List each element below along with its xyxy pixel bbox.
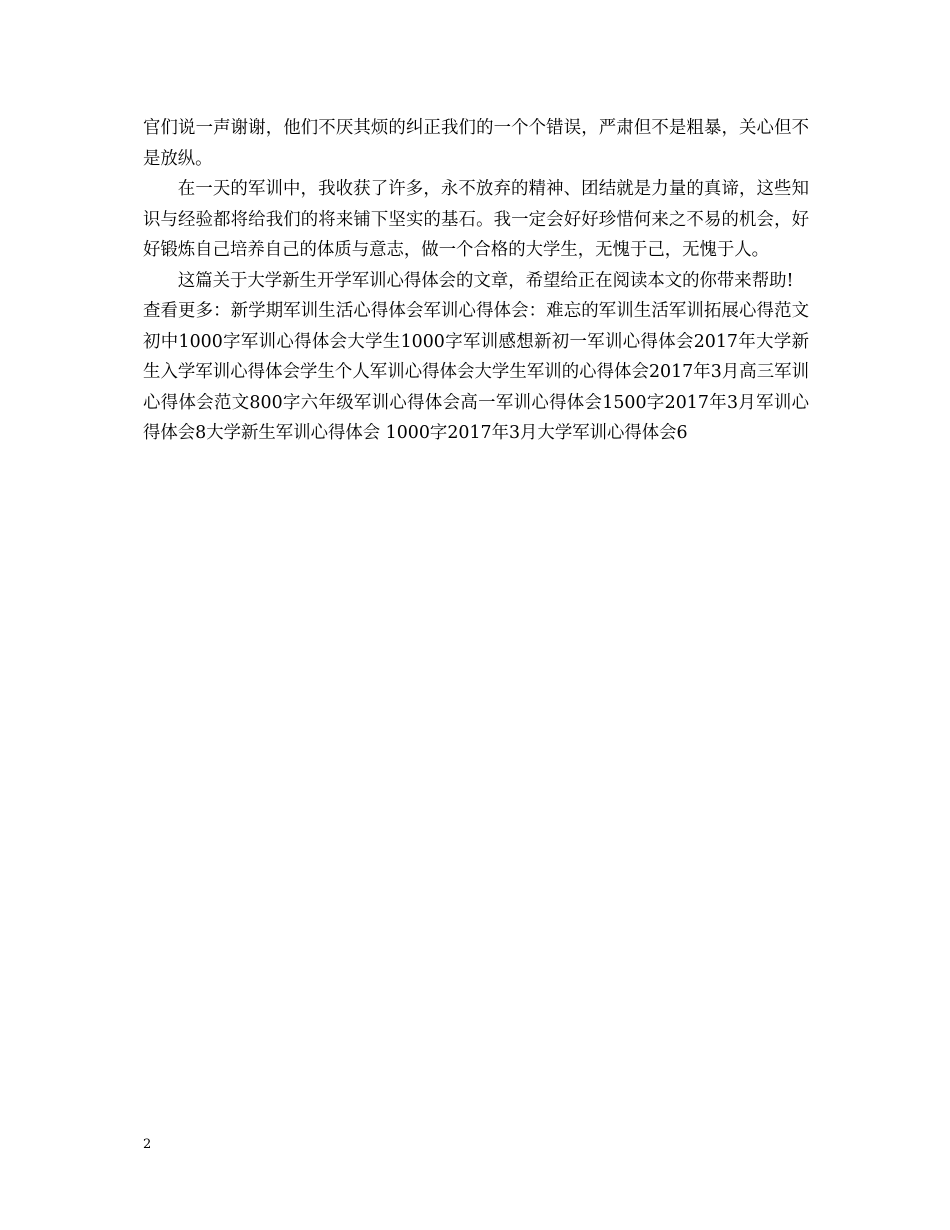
paragraph-article-closing: 这篇关于大学新生开学军训心得体会的文章，希望给正在阅读本文的你带来帮助! (177, 270, 794, 291)
paragraph-military-training-gains: 在一天的军训中，我收获了许多，永不放弃的精神、团结就是力量的真谛，这些知识与经验都将给我们的将来铺下坚实的基石。我一定会好好珍惜何来之不易的机会，好好锻炼自己培养自己的体质与意志，做一个合格的大学生，无愧于己，无愧于人。 (143, 179, 809, 260)
paragraph-see-more-links: 查看更多：新学期军训生活心得体会军训心得体会：难忘的军训生活军训拓展心得范文初中1000字军训心得体会大学生1000字军训感想新初一军训心得体会2017年大学新生入学军训心得体会学生个人军训心得体会大学生军训的心得体会2017年3月高三军训心得体会范文800字六年级军训心得体会高一军训心得体会1500字2017年3月军训心得体会8大学新生军训心得体会 1000字2017年3月大学军训心得体会6 (143, 301, 809, 443)
paragraph-thanks-instructors: 官们说一声谢谢，他们不厌其烦的纠正我们的一个个错误，严肃但不是粗暴，关心但不是放纵。 (143, 118, 809, 169)
document-body (143, 113, 809, 449)
page-number: 2 (143, 1137, 152, 1152)
